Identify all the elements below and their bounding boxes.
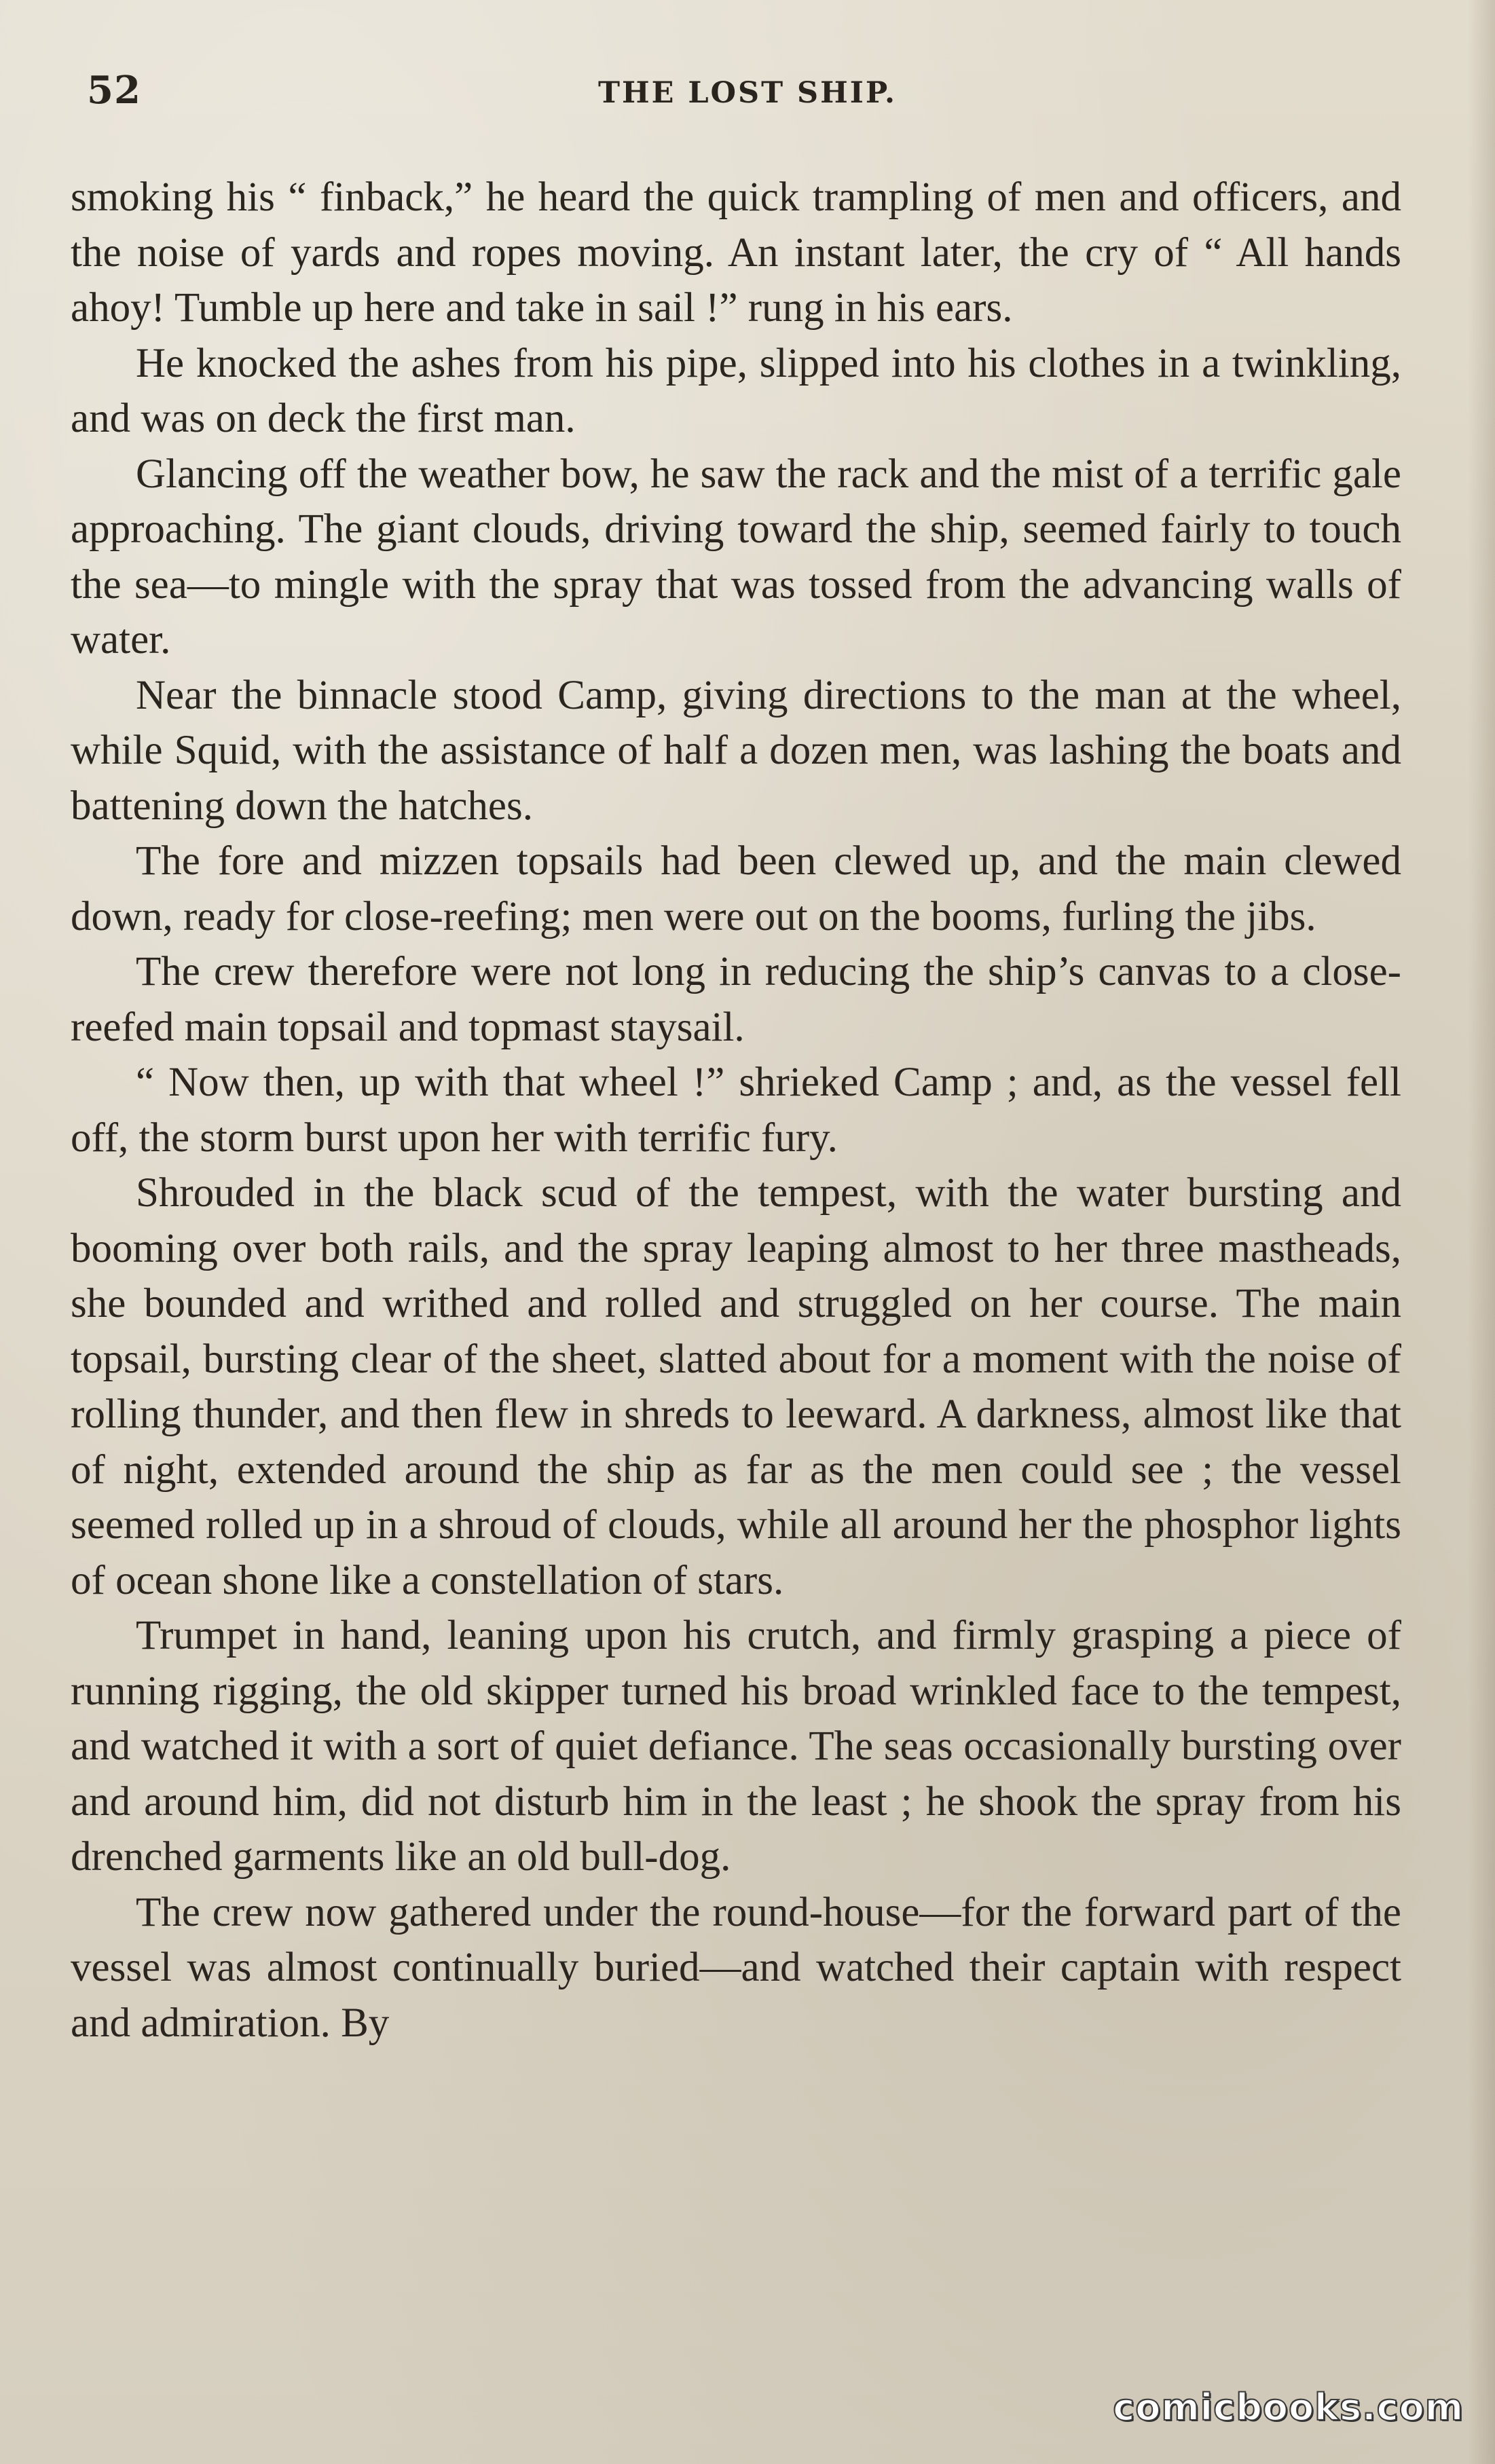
body-text	[71, 170, 1401, 2051]
paragraph: “ Now then, up with that wheel !” shrieked Camp ; and, as the vessel fell off, the storm burst upon her with terrific fury.	[71, 1060, 1401, 1161]
paragraph: Shrouded in the black scud of the tempest, with the water bursting and booming over both rails, and the spray leaping almost to her three mastheads, she bounded and writhed and rolled and struggled on her course. The main topsail, bursting clear of the sheet, slatted about for a moment with the noise of rolling thunder, and then flew in shreds to leeward. A darkness, almost like that of night, extended around the ship as far as the men could see ; the vessel seemed rolled up in a shroud of clouds, while all around her the phosphor lights of ocean shone like a constellation of stars.	[71, 1170, 1401, 1603]
paragraph: Glancing off the weather bow, he saw the rack and the mist of a terrific gale approaching. The giant clouds, driving toward the ship, seemed fairly to touch the sea—to mingle with the spray that was tossed from the advancing walls of water.	[71, 451, 1401, 662]
page-header	[0, 68, 1495, 122]
paragraph: smoking his “ finback,” he heard the quick trampling of men and officers, and the noise of yards and ropes moving. An instant later, the cry of “ All hands ahoy! Tumble up here and take in sail !” rung in his ears.	[71, 174, 1401, 331]
paragraph: Near the binnacle stood Camp, giving directions to the man at the wheel, while Squid, with the assistance of half a dozen men, was lashing the boats and battening down the hatches.	[71, 672, 1401, 829]
watermark: comicbooks.com	[1113, 2386, 1464, 2429]
paragraph: Trumpet in hand, leaning upon his crutch, and firmly grasping a piece of running rigging, the old skipper turned his broad wrinkled face to the tempest, and watched it with a sort of quiet defiance. The seas occasionally bursting over and around him, did not disturb him in the least ; he shook the spray from his drenched garments like an old bull-dog.	[71, 1613, 1401, 1880]
running-head: THE LOST SHIP.	[597, 76, 898, 110]
paragraph: He knocked the ashes from his pipe, slipped into his clothes in a twinkling, and was on deck the first man.	[71, 340, 1401, 441]
paragraph: The fore and mizzen topsails had been clewed up, and the main clewed down, ready for close-reefing; men were out on the booms, furling the jibs.	[71, 838, 1401, 939]
paragraph: The crew now gathered under the round-house—for the forward part of the vessel was almost continually buried—and watched their captain with respect and admiration. By	[71, 1889, 1401, 2046]
page-number: 52	[87, 68, 141, 113]
paragraph: The crew therefore were not long in reducing the ship’s canvas to a close-reefed main topsail and topmast staysail.	[71, 949, 1401, 1050]
